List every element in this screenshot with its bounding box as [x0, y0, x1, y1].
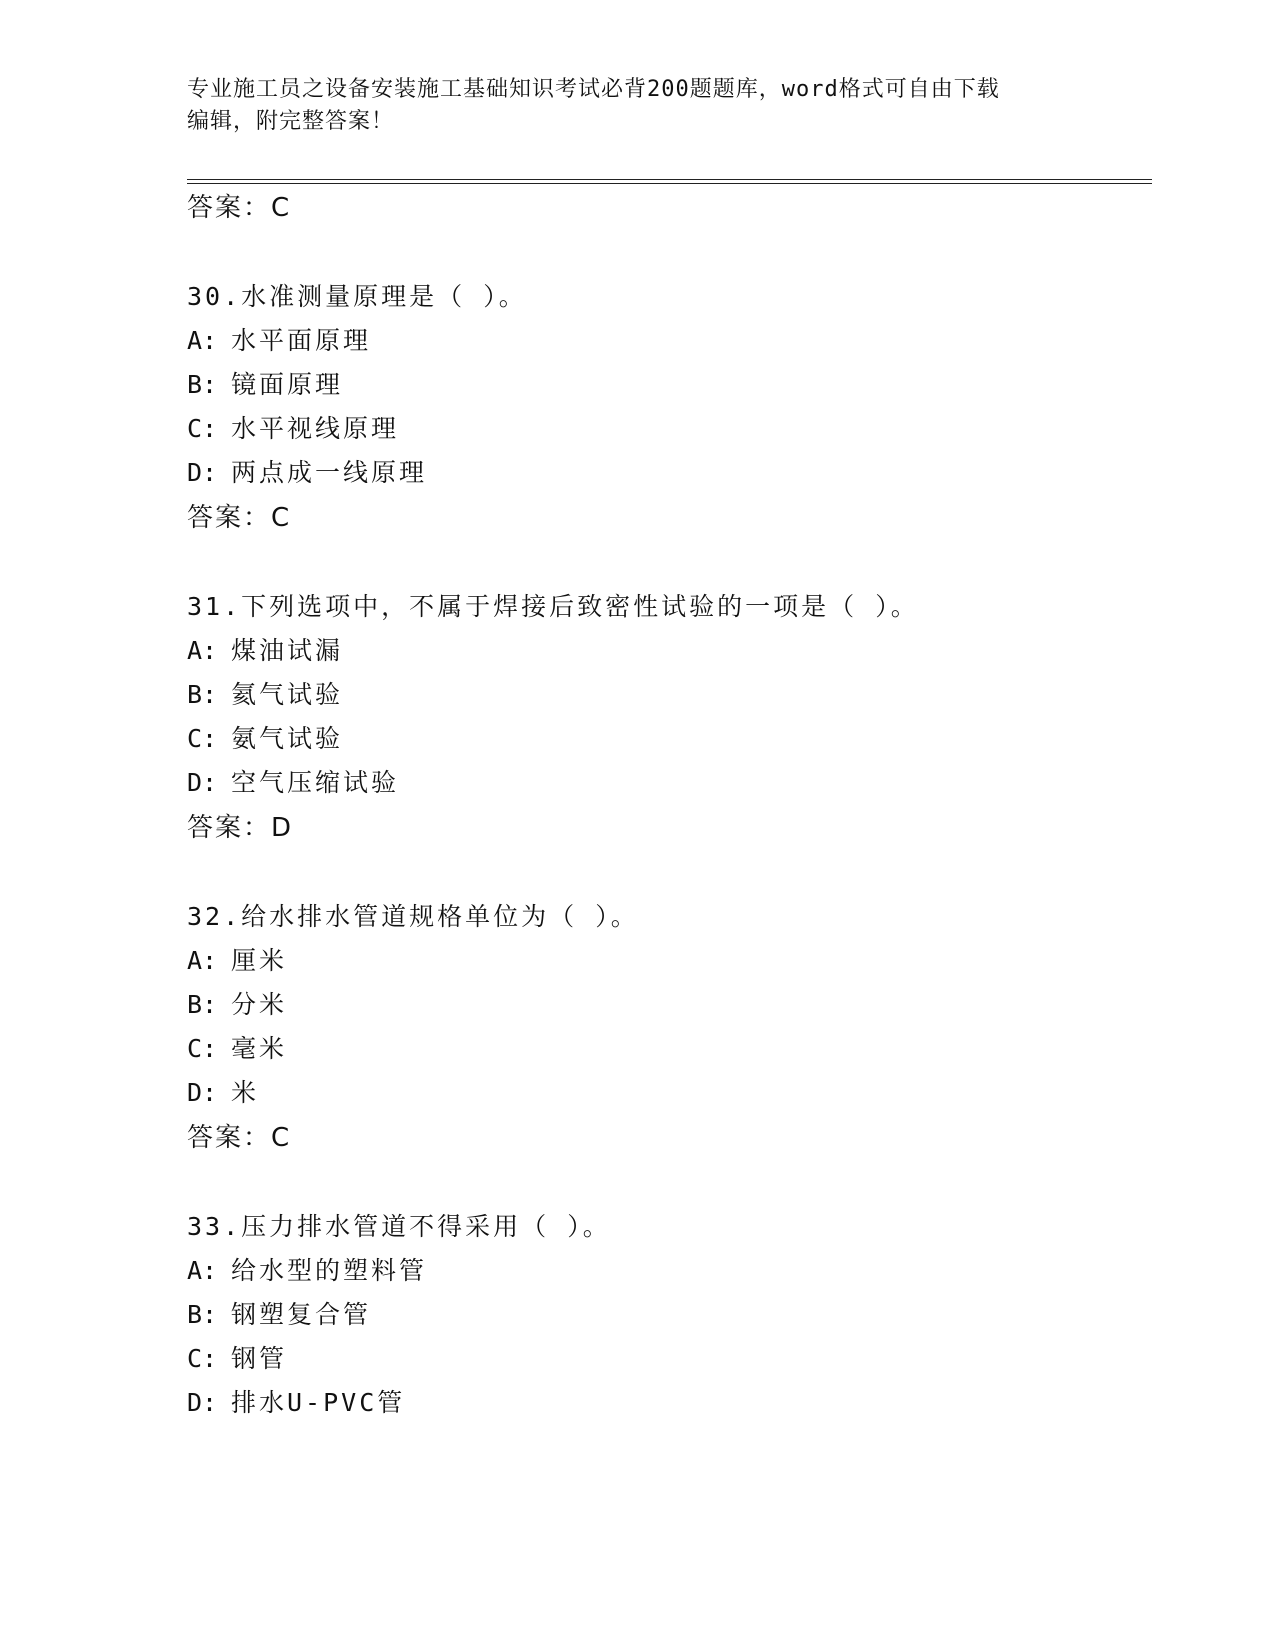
option-text: 两点成一线原理 — [231, 458, 428, 487]
option-text: 米 — [231, 1078, 260, 1107]
option-text: 氦气试验 — [231, 680, 344, 709]
header-rule-bottom — [187, 183, 1152, 184]
question-30-answer: 答案：C — [187, 503, 292, 533]
option-label: B: — [187, 1300, 218, 1329]
question-30-option-c — [187, 414, 399, 444]
question-31-option-d — [187, 768, 399, 798]
option-label: C: — [187, 724, 218, 753]
question-30-option-a — [187, 326, 371, 356]
option-text: 煤油试漏 — [231, 636, 344, 665]
option-label: D: — [187, 1388, 218, 1417]
option-text: 分米 — [231, 990, 288, 1019]
option-text: 镜面原理 — [231, 370, 344, 399]
option-label: D: — [187, 458, 218, 487]
option-text: 氨气试验 — [231, 724, 344, 753]
option-label: A: — [187, 326, 218, 355]
option-text: 厘米 — [231, 946, 288, 975]
header-line-2: 编辑，附完整答案！ — [187, 109, 395, 134]
question-32-option-a — [187, 946, 287, 976]
question-31-answer: 答案：D — [187, 813, 294, 843]
option-text: 水平面原理 — [231, 326, 372, 355]
question-32-answer: 答案：C — [187, 1123, 292, 1153]
question-31-option-b — [187, 680, 343, 710]
question-30-option-b — [187, 370, 343, 400]
option-text: 排水U-PVC管 — [231, 1388, 406, 1417]
option-text: 毫米 — [231, 1034, 288, 1063]
option-label: B: — [187, 370, 218, 399]
option-text: 给水型的塑料管 — [231, 1256, 428, 1285]
question-32-stem: 32.给水排水管道规格单位为（ ）。 — [187, 902, 639, 931]
option-label: C: — [187, 1034, 218, 1063]
option-label: A: — [187, 636, 218, 665]
question-33-option-d — [187, 1388, 405, 1418]
option-text: 水平视线原理 — [231, 414, 400, 443]
option-label: B: — [187, 990, 218, 1019]
option-text: 钢塑复合管 — [231, 1300, 372, 1329]
question-31-option-c — [187, 724, 343, 754]
option-label: A: — [187, 946, 218, 975]
document-header — [187, 74, 1067, 138]
header-line-1: 专业施工员之设备安装施工基础知识考试必背200题题库，word格式可自由下载 — [187, 77, 1000, 102]
question-32-option-d — [187, 1078, 259, 1108]
question-32-option-b — [187, 990, 287, 1020]
question-32-option-c — [187, 1034, 287, 1064]
header-rule-top — [187, 179, 1152, 180]
question-30-stem: 30.水准测量原理是（ ）。 — [187, 282, 527, 311]
option-label: C: — [187, 414, 218, 443]
option-label: C: — [187, 1344, 218, 1373]
question-30-option-d — [187, 458, 427, 488]
question-33-option-c — [187, 1344, 287, 1374]
option-text: 空气压缩试验 — [231, 768, 400, 797]
question-31-stem: 31.下列选项中，不属于焊接后致密性试验的一项是（ ）。 — [187, 592, 919, 621]
answer-previous: 答案：C — [187, 193, 292, 223]
question-33-option-a — [187, 1256, 427, 1286]
option-label: D: — [187, 768, 218, 797]
option-label: B: — [187, 680, 218, 709]
question-31-option-a — [187, 636, 343, 666]
question-33-stem: 33.压力排水管道不得采用（ ）。 — [187, 1212, 611, 1241]
question-33-option-b — [187, 1300, 371, 1330]
option-label: A: — [187, 1256, 218, 1285]
option-text: 钢管 — [231, 1344, 288, 1373]
option-label: D: — [187, 1078, 218, 1107]
